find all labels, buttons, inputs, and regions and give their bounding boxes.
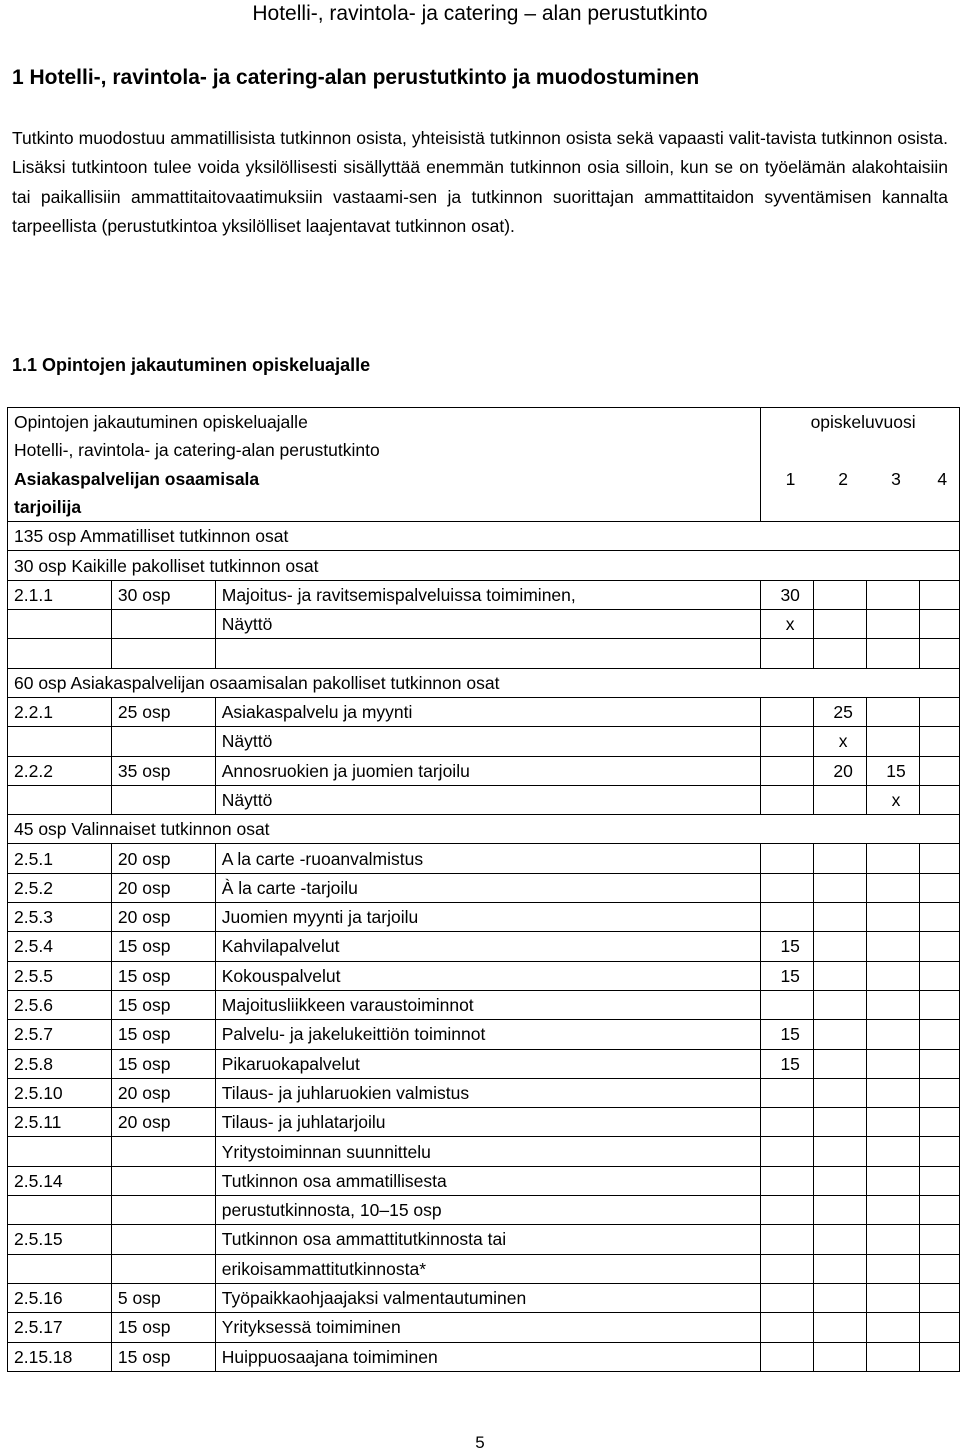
cell-y2 [814, 1078, 867, 1107]
cell-y1 [761, 1342, 814, 1371]
cell-osp: 20 osp [111, 1108, 215, 1137]
cell-y3 [867, 1196, 920, 1225]
study-distribution-table [7, 407, 960, 1372]
cell-y3 [867, 727, 920, 756]
cell-name: Tutkinnon osa ammatillisesta [215, 1166, 760, 1195]
cell-y1 [761, 756, 814, 785]
cell-y3 [867, 1225, 920, 1254]
cell-osp: 15 osp [111, 1049, 215, 1078]
cell-y2 [814, 610, 867, 639]
cell-name: Annosruokien ja juomien tarjoilu [215, 756, 760, 785]
cell-y1 [761, 697, 814, 726]
table-row [8, 1313, 960, 1342]
table-row [8, 1196, 960, 1225]
table-row [8, 1137, 960, 1166]
cell-y1 [761, 873, 814, 902]
cell-y1 [761, 1283, 814, 1312]
cell-name: erikoisammattitutkinnosta* [215, 1254, 760, 1283]
cell-y3 [867, 610, 920, 639]
table-row [8, 1166, 960, 1195]
empty-cell [215, 639, 760, 668]
cell-name: Juomien myynti ja tarjoilu [215, 903, 760, 932]
cell-y2 [814, 1225, 867, 1254]
cell-name: Palvelu- ja jakelukeittiön toiminnot [215, 1020, 760, 1049]
cell-y3 [867, 1342, 920, 1371]
group-heading: 30 osp Kaikille pakolliset tutkinnon osat [8, 551, 960, 580]
table-row [8, 580, 960, 609]
cell-y1: x [761, 610, 814, 639]
cell-y4 [919, 756, 959, 785]
cell-code [8, 610, 112, 639]
degree-name: Hotelli-, ravintola- ja catering-alan perustutkinto [8, 436, 761, 464]
group-heading: 60 osp Asiakaspalvelijan osaamisalan pakolliset tutkinnon osat [8, 668, 960, 697]
cell-code: 2.5.4 [8, 932, 112, 961]
cell-y2 [814, 932, 867, 961]
cell-name: A la carte -ruoanvalmistus [215, 844, 760, 873]
cell-osp [111, 610, 215, 639]
cell-name: À la carte -tarjoilu [215, 873, 760, 902]
cell-y3 [867, 932, 920, 961]
year-2: 2 [838, 468, 848, 489]
cell-name: perustutkinnosta, 10–15 osp [215, 1196, 760, 1225]
cell-y4 [919, 961, 959, 990]
cell-y3 [867, 1313, 920, 1342]
cell-y1 [761, 727, 814, 756]
cell-y4 [919, 580, 959, 609]
cell-y3 [867, 1108, 920, 1137]
cell-y4 [919, 1049, 959, 1078]
page-number: 5 [475, 1433, 485, 1452]
cell-y2 [814, 873, 867, 902]
cell-y4 [919, 697, 959, 726]
year-3: 3 [891, 468, 901, 489]
cell-code: 2.5.10 [8, 1078, 112, 1107]
cell-y3: x [867, 785, 920, 814]
intro-paragraph: Tutkinto muodostuu ammatillisista tutkinnon osista, yhteisistä tutkinnon osista sekä vapaasti valit-tavista tutkinnon osista. Lisäksi tutkintoon tulee voida yksilöllisesti sisällyttää enemmän tutkinnon osia silloin, kun se on työelämän alakohtaisiin tai paikallisiin ammattitaitovaatimuksiin vastaami-sen ja tutkinnon suorittajan ammattitaidon syventämisen kannalta tarpeellista (perustutkintoa yksilölliset laajentavat tutkinnon osat). [12, 128, 948, 236]
cell-y1 [761, 1225, 814, 1254]
cell-y2 [814, 1196, 867, 1225]
table-row [8, 815, 960, 844]
cell-y3 [867, 990, 920, 1019]
cell-name: Näyttö [215, 785, 760, 814]
table-row [8, 990, 960, 1019]
cell-code: 2.1.1 [8, 580, 112, 609]
cell-y1 [761, 1196, 814, 1225]
cell-y4 [919, 1166, 959, 1195]
cell-y2 [814, 1313, 867, 1342]
cell-y4 [919, 785, 959, 814]
cell-y2 [814, 785, 867, 814]
cell-y4 [919, 990, 959, 1019]
cell-y2 [814, 580, 867, 609]
cell-y1: 15 [761, 1020, 814, 1049]
cell-code: 2.2.2 [8, 756, 112, 785]
table-row [8, 785, 960, 814]
cell-name: Kahvilapalvelut [215, 932, 760, 961]
cell-y3 [867, 1254, 920, 1283]
cell-name: Tilaus- ja juhlatarjoilu [215, 1108, 760, 1137]
cell-y3 [867, 844, 920, 873]
cell-code: 2.5.5 [8, 961, 112, 990]
cell-y2 [814, 844, 867, 873]
table-row [8, 697, 960, 726]
cell-y1 [761, 844, 814, 873]
table-row [8, 1283, 960, 1312]
cell-y1 [761, 1108, 814, 1137]
cell-y3 [867, 1049, 920, 1078]
group-heading: 135 osp Ammatilliset tutkinnon osat [8, 522, 960, 551]
cell-code: 2.5.16 [8, 1283, 112, 1312]
cell-name: Huippuosaajana toimiminen [215, 1342, 760, 1371]
cell-y2 [814, 1254, 867, 1283]
cell-code: 2.15.18 [8, 1342, 112, 1371]
cell-y4 [919, 1108, 959, 1137]
cell-y3 [867, 1137, 920, 1166]
cell-y3 [867, 1020, 920, 1049]
cell-code: 2.5.11 [8, 1108, 112, 1137]
cell-code: 2.5.6 [8, 990, 112, 1019]
cell-osp: 15 osp [111, 1020, 215, 1049]
cell-y4 [919, 1342, 959, 1371]
cell-name: Näyttö [215, 610, 760, 639]
cell-y3 [867, 1283, 920, 1312]
section-heading: 1 Hotelli-, ravintola- ja catering-alan perustutkinto ja muodostuminen [12, 66, 700, 89]
cell-y1 [761, 1078, 814, 1107]
cell-y4 [919, 1313, 959, 1342]
cell-name: Majoitusliikkeen varaustoiminnot [215, 990, 760, 1019]
cell-code: 2.5.7 [8, 1020, 112, 1049]
cell-code: 2.5.14 [8, 1166, 112, 1195]
cell-osp [111, 1196, 215, 1225]
table-row [8, 668, 960, 697]
table-row [8, 1049, 960, 1078]
cell-y2 [814, 1283, 867, 1312]
cell-y4 [919, 1225, 959, 1254]
empty-cell [867, 639, 920, 668]
cell-code: 2.5.15 [8, 1225, 112, 1254]
cell-osp [111, 1137, 215, 1166]
cell-osp: 15 osp [111, 1342, 215, 1371]
table-row [8, 756, 960, 785]
cell-y1: 30 [761, 580, 814, 609]
cell-y1: 15 [761, 932, 814, 961]
table-row [8, 1254, 960, 1283]
cell-y2: x [814, 727, 867, 756]
cell-y4 [919, 1020, 959, 1049]
cell-code [8, 1137, 112, 1166]
cell-osp: 15 osp [111, 1313, 215, 1342]
empty-cell [8, 639, 112, 668]
cell-name: Kokouspalvelut [215, 961, 760, 990]
empty-cell [761, 639, 814, 668]
cell-y3 [867, 580, 920, 609]
cell-name: Tutkinnon osa ammattitutkinnosta tai [215, 1225, 760, 1254]
cell-name: Yrityksessä toimiminen [215, 1313, 760, 1342]
table-row [8, 961, 960, 990]
cell-y4 [919, 932, 959, 961]
cell-osp: 20 osp [111, 1078, 215, 1107]
cell-y3 [867, 1166, 920, 1195]
cell-osp: 15 osp [111, 932, 215, 961]
cell-osp: 30 osp [111, 580, 215, 609]
spacer-row [8, 639, 960, 668]
cell-code: 2.5.17 [8, 1313, 112, 1342]
cell-name: Tilaus- ja juhlaruokien valmistus [215, 1078, 760, 1107]
year-1: 1 [761, 465, 814, 493]
cell-y1: 15 [761, 1049, 814, 1078]
cell-y1 [761, 903, 814, 932]
cell-osp: 15 osp [111, 990, 215, 1019]
year-4: 4 [919, 465, 959, 493]
cell-y2 [814, 1166, 867, 1195]
cell-code [8, 785, 112, 814]
cell-y4 [919, 1078, 959, 1107]
cell-osp: 20 osp [111, 873, 215, 902]
cell-y2: 25 [814, 697, 867, 726]
cell-code: 2.5.3 [8, 903, 112, 932]
subsection-heading: 1.1 Opintojen jakautuminen opiskeluajalle [12, 355, 371, 375]
table-title: Opintojen jakautuminen opiskeluajalle [8, 408, 761, 437]
cell-code [8, 1254, 112, 1283]
cell-y1 [761, 1313, 814, 1342]
cell-osp [111, 727, 215, 756]
cell-y2: 20 [814, 756, 867, 785]
cell-y4 [919, 903, 959, 932]
cell-y1 [761, 1137, 814, 1166]
cell-y2 [814, 1137, 867, 1166]
cell-y3 [867, 903, 920, 932]
cell-code: 2.5.2 [8, 873, 112, 902]
cell-y1 [761, 785, 814, 814]
cell-y3 [867, 873, 920, 902]
cell-y4 [919, 873, 959, 902]
table-row [8, 1020, 960, 1049]
cell-osp: 15 osp [111, 961, 215, 990]
cell-y1 [761, 1166, 814, 1195]
cell-code: 2.2.1 [8, 697, 112, 726]
year-header: opiskeluvuosi [761, 408, 960, 437]
empty-cell [814, 639, 867, 668]
group-heading: 45 osp Valinnaiset tutkinnon osat [8, 815, 960, 844]
qualification-title: tarjoilija [8, 493, 761, 522]
cell-y3 [867, 961, 920, 990]
cell-y4 [919, 1283, 959, 1312]
cell-code: 2.5.8 [8, 1049, 112, 1078]
table-row [8, 1078, 960, 1107]
cell-y2 [814, 1049, 867, 1078]
cell-code: 2.5.1 [8, 844, 112, 873]
cell-name: Majoitus- ja ravitsemispalveluissa toimiminen, [215, 580, 760, 609]
cell-y4 [919, 610, 959, 639]
cell-y3 [867, 697, 920, 726]
cell-code [8, 727, 112, 756]
cell-code [8, 1196, 112, 1225]
cell-y3: 15 [867, 756, 920, 785]
empty-cell [111, 639, 215, 668]
cell-name: Pikaruokapalvelut [215, 1049, 760, 1078]
cell-osp [111, 785, 215, 814]
table-row [8, 610, 960, 639]
cell-osp: 20 osp [111, 844, 215, 873]
cell-y4 [919, 1254, 959, 1283]
cell-y2 [814, 1342, 867, 1371]
table-row [8, 727, 960, 756]
cell-y1 [761, 990, 814, 1019]
cell-y4 [919, 727, 959, 756]
table-row [8, 1108, 960, 1137]
cell-osp: 35 osp [111, 756, 215, 785]
cell-osp: 20 osp [111, 903, 215, 932]
table-row [8, 1342, 960, 1371]
table-row [8, 903, 960, 932]
table-row [8, 1225, 960, 1254]
running-header: Hotelli-, ravintola- ja catering – alan perustutkinto [252, 2, 708, 25]
table-row [8, 932, 960, 961]
table-row [8, 873, 960, 902]
cell-y1: 15 [761, 961, 814, 990]
cell-osp: 5 osp [111, 1283, 215, 1312]
table-row [8, 844, 960, 873]
cell-osp [111, 1166, 215, 1195]
cell-osp [111, 1254, 215, 1283]
cell-y2 [814, 990, 867, 1019]
cell-y3 [867, 1078, 920, 1107]
cell-y2 [814, 1020, 867, 1049]
cell-y2 [814, 1108, 867, 1137]
cell-y2 [814, 903, 867, 932]
competence-area: Asiakaspalvelijan osaamisala [8, 465, 761, 493]
cell-y4 [919, 844, 959, 873]
cell-name: Asiakaspalvelu ja myynti [215, 697, 760, 726]
cell-osp: 25 osp [111, 697, 215, 726]
cell-y2 [814, 961, 867, 990]
empty-cell [919, 639, 959, 668]
cell-y4 [919, 1196, 959, 1225]
cell-name: Näyttö [215, 727, 760, 756]
cell-y4 [919, 1137, 959, 1166]
cell-name: Työpaikkaohjaajaksi valmentautuminen [215, 1283, 760, 1312]
cell-osp [111, 1225, 215, 1254]
cell-y1 [761, 1254, 814, 1283]
cell-name: Yritystoiminnan suunnittelu [215, 1137, 760, 1166]
